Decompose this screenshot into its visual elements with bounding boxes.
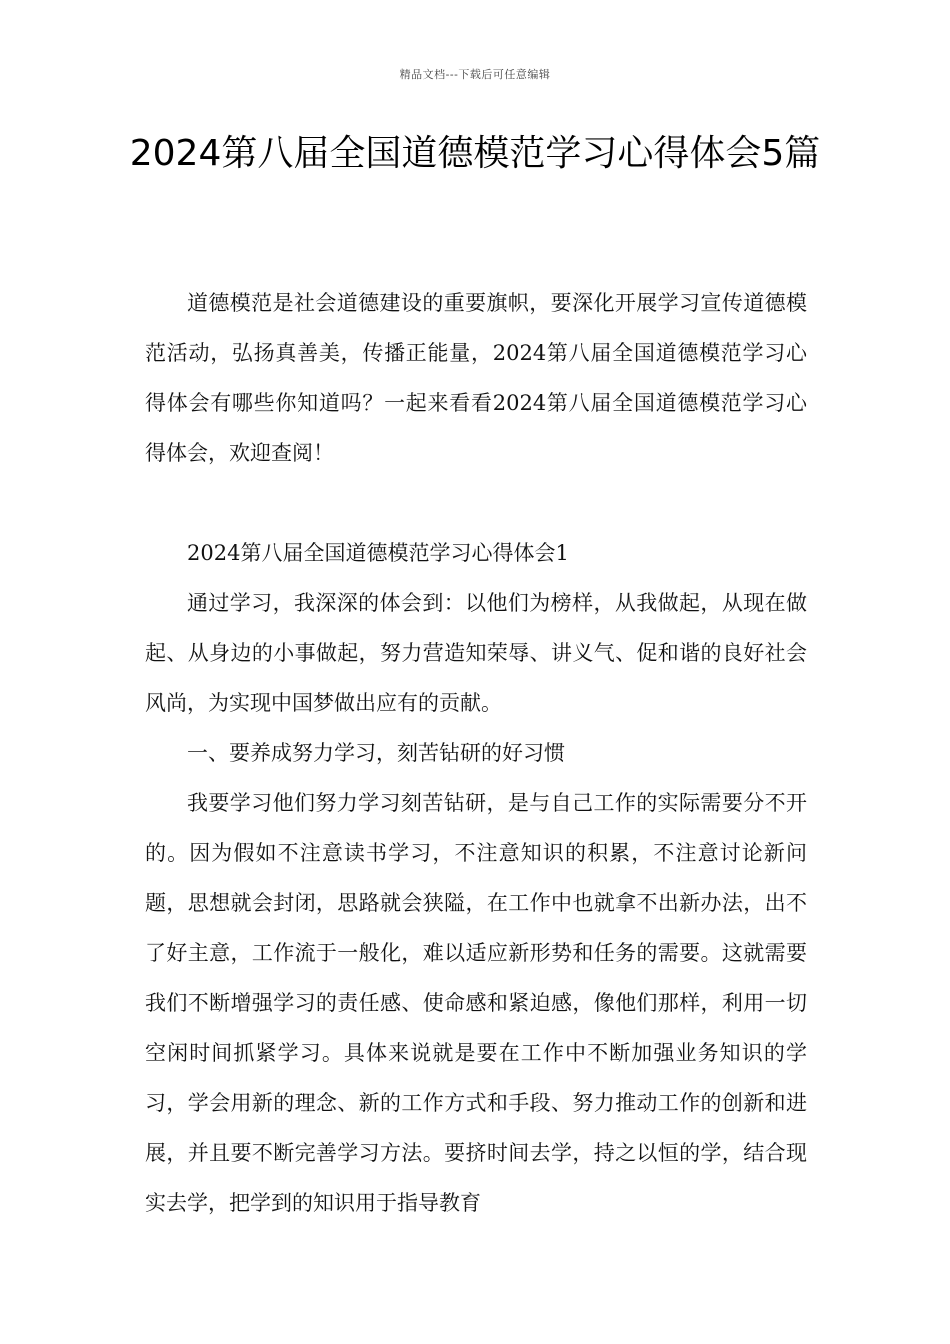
intro-paragraph: 道德模范是社会道德建设的重要旗帜，要深化开展学习宣传道德模范活动，弘扬真善美，传播正能量，2024第八届全国道德模范学习心得体会有哪些你知道吗？一起来看看2024第八届全国道德模范学习心得体会，欢迎查阅！ [145,291,807,465]
point-heading: 一、要养成努力学习，刻苦钻研的好习惯 [187,741,565,765]
header-note: 精品文档---下载后可任意编辑 [399,68,551,81]
document-title: 2024第八届全国道德模范学习心得体会5篇 [129,133,821,174]
body-paragraph: 我要学习他们努力学习刻苦钻研，是与自己工作的实际需要分不开的。因为假如不注意读书学习，不注意知识的积累，不注意讨论新问题，思想就会封闭，思路就会狭隘，在工作中也就拿不出新办法，出不了好主意，工作流于一般化，难以适应新形势和任务的需要。这就需要我们不断增强学习的责任感、使命感和紧迫感，像他们那样，利用一切空闲时间抓紧学习。具体来说就是要在工作中不断加强业务知识的学习，学会用新的理念、新的工作方式和手段、努力推动工作的创新和进展，并且要不断完善学习方法。要挤时间去学，持之以恒的学，结合现实去学，把学到的知识用于指导教育 [145,791,807,1215]
document-body [145,278,807,1228]
section-heading: 2024第八届全国道德模范学习心得体会1 [187,541,569,565]
body-paragraph: 通过学习，我深深的体会到：以他们为榜样，从我做起，从现在做起、从身边的小事做起，努力营造知荣辱、讲义气、促和谐的良好社会风尚，为实现中国梦做出应有的贡献。 [145,591,807,715]
